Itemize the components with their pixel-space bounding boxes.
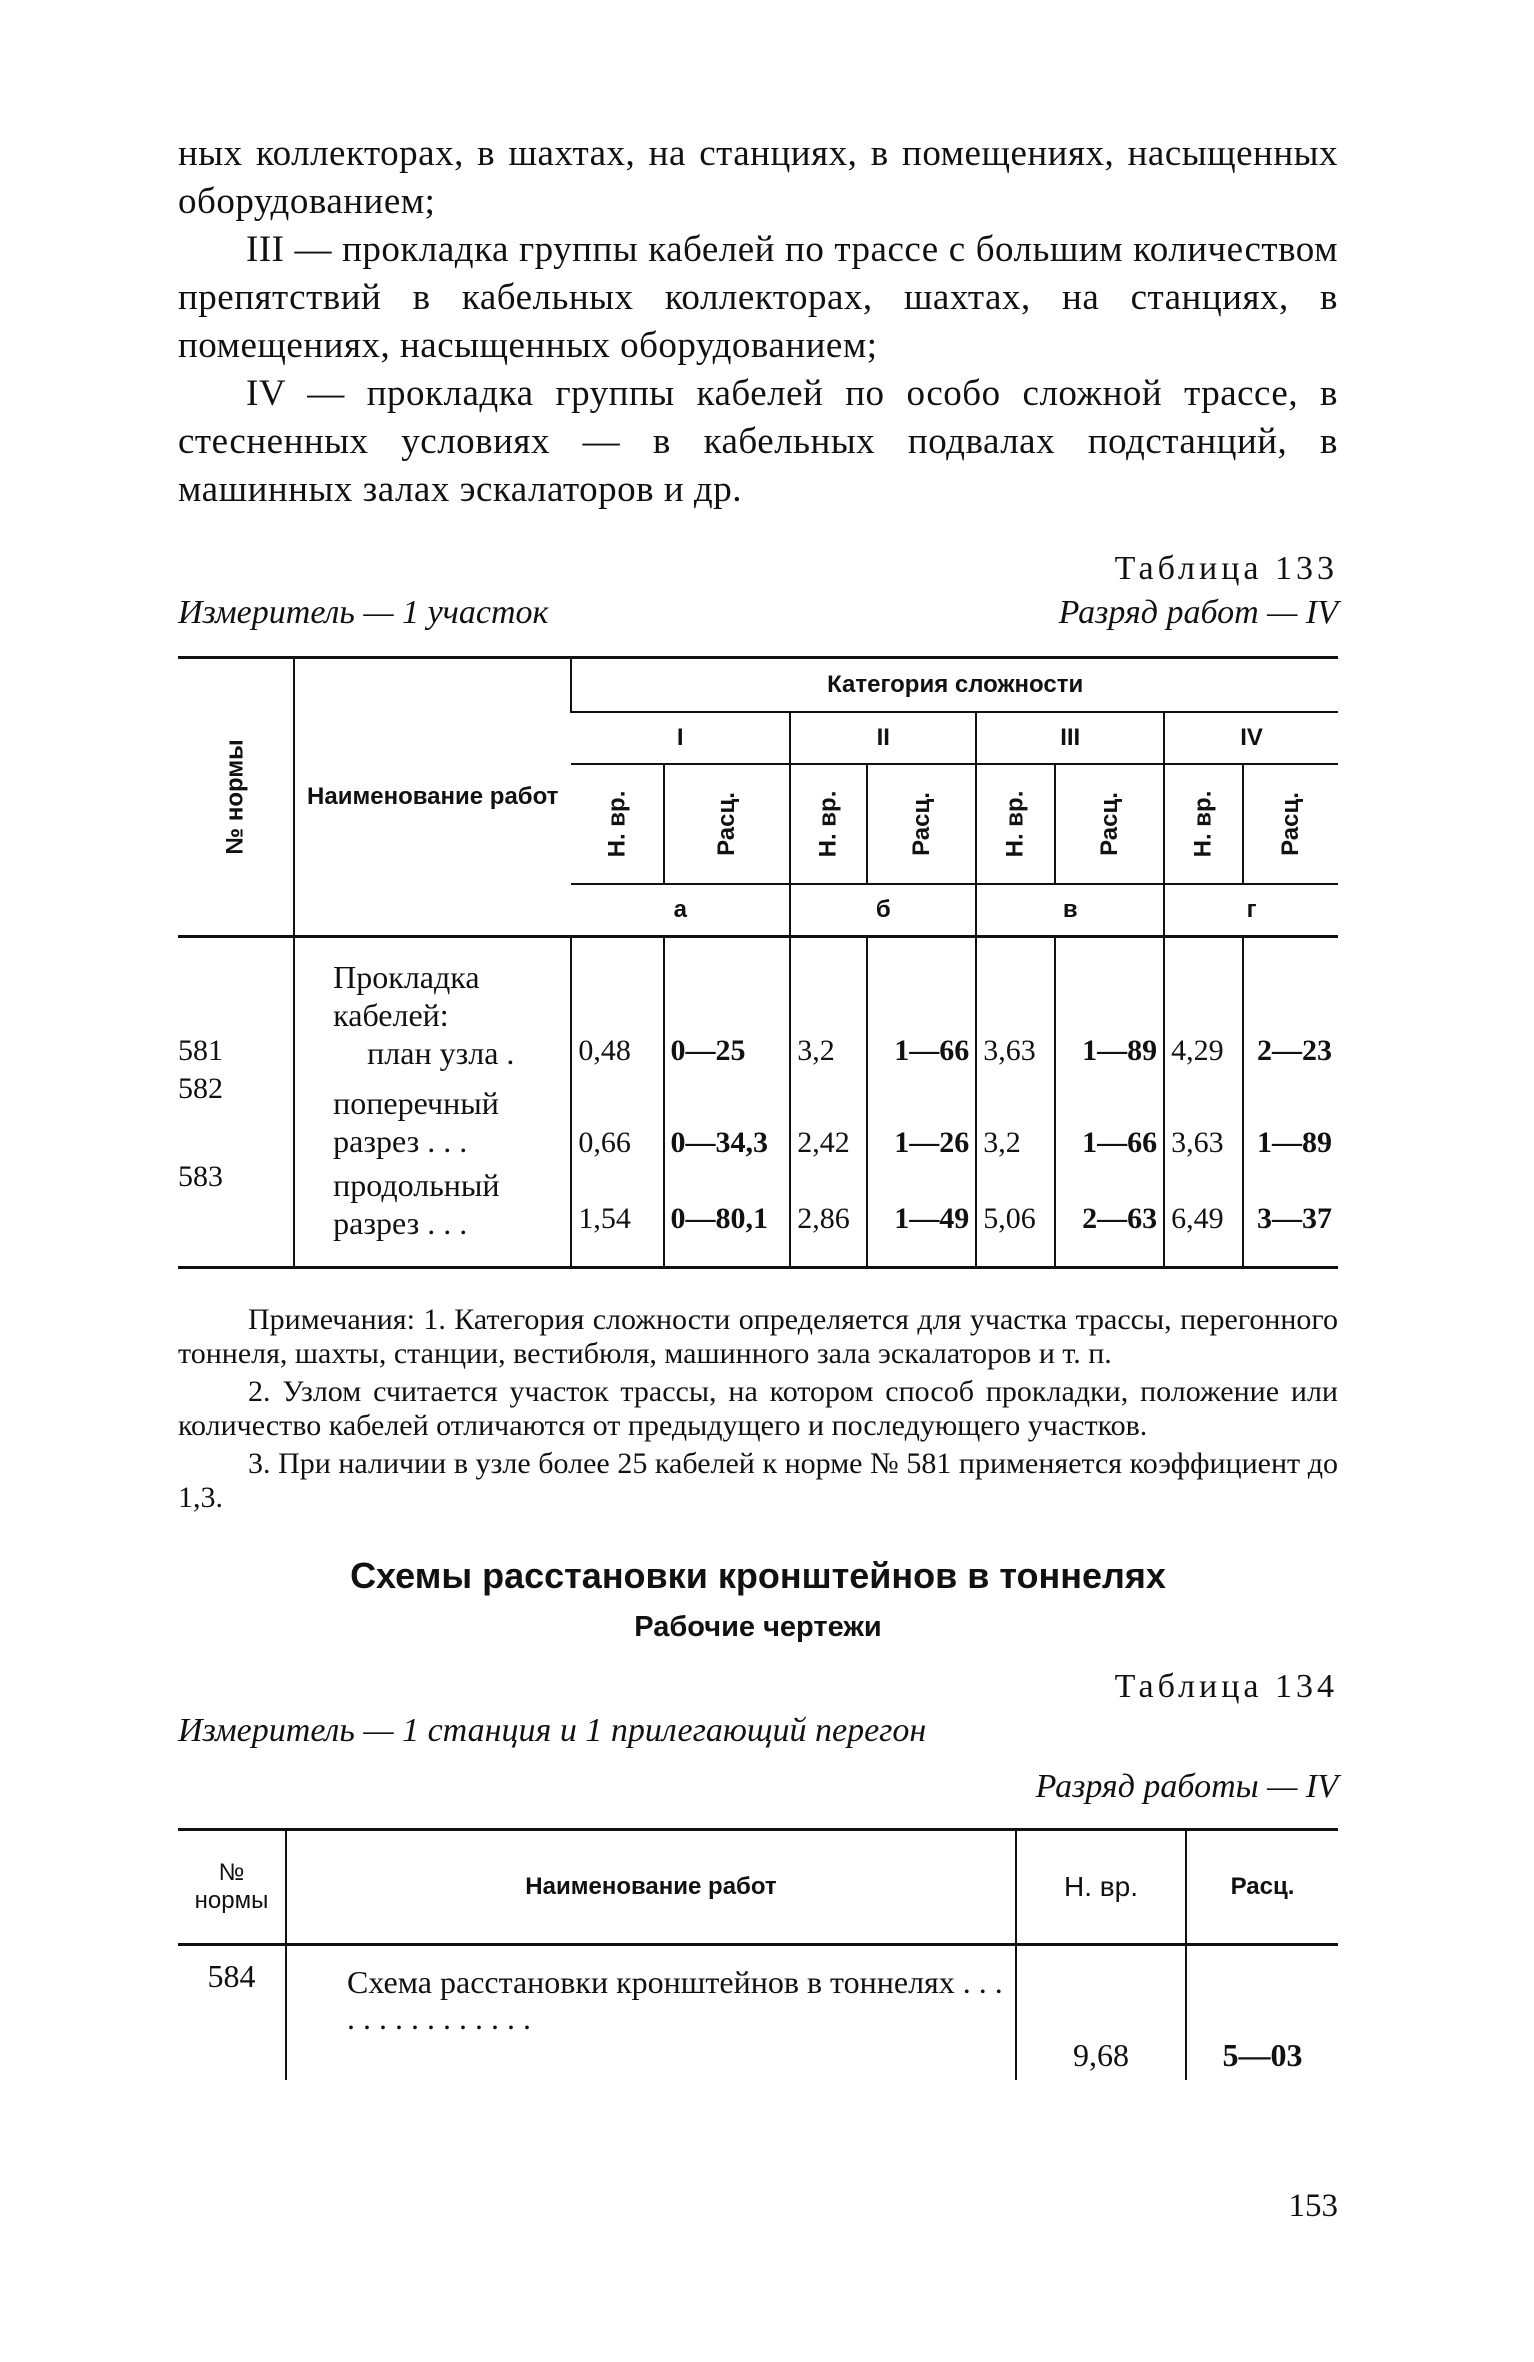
cell: 1—66 — [867, 1034, 976, 1072]
cell: 5,06 — [976, 1160, 1055, 1268]
cell: 1—26 — [867, 1072, 976, 1160]
work-name: поперечный разрез . . . — [294, 1072, 571, 1160]
cell: 2,42 — [790, 1072, 867, 1160]
header-cat-1: I — [571, 712, 790, 764]
header-letter-b: б — [790, 884, 976, 937]
cell: 3,2 — [790, 1034, 867, 1072]
cell: 1—89 — [1055, 1034, 1164, 1072]
note-3: 3. При наличии в узле более 25 кабелей к норме № 581 применяется коэффициент до 1,3. — [178, 1447, 1338, 1514]
cell: 0,48 — [571, 1034, 663, 1072]
table-133-meter: Измеритель — 1 участок — [178, 594, 549, 631]
work-name: Схема расстановки кронштейнов в тоннелях . . . . . . . . . . . . . . . — [286, 1945, 1016, 2081]
norm-number: 582 — [178, 1072, 223, 1105]
header-letter-v: в — [976, 884, 1164, 937]
cell: 0—34,3 — [664, 1072, 791, 1160]
header-norm-number: № нормы — [221, 739, 249, 855]
cell: 3,2 — [976, 1072, 1055, 1160]
table-133 — [178, 656, 1338, 1269]
cell-rasc: 5—03 — [1186, 1945, 1338, 2081]
header-work-name: Наименование работ — [286, 1830, 1016, 1945]
cell: 1—49 — [867, 1160, 976, 1268]
cell: 0,66 — [571, 1072, 663, 1160]
header-cat-4: IV — [1164, 712, 1338, 764]
header-rasc: Расц. — [1186, 1830, 1338, 1945]
intro-paragraph-2: III — прокладка группы кабелей по трассе с большим количеством препятствий в кабельных коллекторах, шахтах, на станциях, в помещениях, насыщенных оборудованием; — [178, 229, 1338, 366]
group-label: Прокладка кабелей: — [294, 937, 571, 1035]
cell-nvr: 9,68 — [1016, 1945, 1186, 2081]
header-nvr: Н. вр. — [1164, 764, 1243, 884]
norm-number: 584 — [207, 1958, 256, 1994]
cell: 2—63 — [1055, 1160, 1164, 1268]
note-1: Примечания: 1. Категория сложности определяется для участка трассы, перегонного тоннеля, шахты, станции, вестибюля, машинного зала эскалаторов и т. п. — [178, 1303, 1338, 1370]
cell: 0—25 — [664, 1034, 791, 1072]
table-134-grade: Разряд работы — IV — [1035, 1768, 1338, 1805]
notes — [178, 1303, 1338, 1515]
section-subtitle: Рабочие чертежи — [634, 1611, 882, 1643]
cell: 1—89 — [1243, 1072, 1338, 1160]
header-cat-3: III — [976, 712, 1164, 764]
header-rasc: Расц. — [664, 764, 791, 884]
work-name: план узла . — [294, 1034, 571, 1072]
header-nvr: Н. вр. — [602, 790, 630, 858]
page-number: 153 — [1288, 2188, 1338, 2224]
cell: 1,54 — [571, 1160, 663, 1268]
cell: 2—23 — [1243, 1034, 1338, 1072]
table-row — [178, 1072, 1338, 1160]
header-cat-2: II — [790, 712, 976, 764]
header-nvr: Н. вр. — [790, 764, 867, 884]
header-letter-g: г — [1164, 884, 1338, 937]
cell: 3,63 — [976, 1034, 1055, 1072]
table-row — [178, 1034, 1338, 1072]
table-133-title: Таблица 133 — [1114, 550, 1338, 587]
header-nvr: Н. вр. — [1016, 1830, 1186, 1945]
cell: 2,86 — [790, 1160, 867, 1268]
page-content — [178, 130, 1338, 2080]
header-rasc: Расц. — [1055, 764, 1164, 884]
section-title: Схемы расстановки кронштейнов в тоннелях — [350, 1555, 1166, 1596]
cell: 0—80,1 — [664, 1160, 791, 1268]
cell: 6,49 — [1164, 1160, 1243, 1268]
cell: 1—66 — [1055, 1072, 1164, 1160]
intro-paragraph-1: ных коллекторах, в шахтах, на станциях, в помещениях, насыщенных оборудованием; — [178, 133, 1338, 222]
norm-number: 581 — [178, 1034, 223, 1067]
header-nvr: Н. вр. — [976, 764, 1055, 884]
intro-paragraph-3: IV — прокладка группы кабелей по особо сложной трассе, в стесненных условиях — в кабельных подвалах подстанций, в машинных залах эскалаторов и др. — [178, 373, 1338, 510]
note-2: 2. Узлом считается участок трассы, на котором способ прокладки, положение или количество кабелей отличаются от предыдущего и последующего участков. — [178, 1375, 1338, 1442]
header-rasc: Расц. — [1243, 764, 1338, 884]
table-134-meter: Измеритель — 1 станция и 1 прилегающий перегон — [178, 1712, 927, 1749]
table-133-grade: Разряд работ — IV — [1058, 594, 1338, 631]
table-row-group — [178, 937, 1338, 1035]
table-row — [178, 1945, 1338, 2081]
table-134-title: Таблица 134 — [1114, 1668, 1338, 1705]
work-name: продольный разрез . . . — [294, 1160, 571, 1268]
norm-number: 583 — [178, 1160, 223, 1193]
cell: 3,63 — [1164, 1072, 1243, 1160]
header-norm-number: № нормы — [178, 1830, 286, 1945]
header-rasc: Расц. — [867, 764, 976, 884]
header-category: Категория сложности — [571, 658, 1338, 713]
cell: 3—37 — [1243, 1160, 1338, 1268]
header-work-name: Наименование работ — [294, 658, 571, 937]
table-134 — [178, 1828, 1338, 2080]
header-letter-a: а — [571, 884, 790, 937]
table-row — [178, 1160, 1338, 1268]
table-133-caption — [178, 594, 1338, 632]
cell: 4,29 — [1164, 1034, 1243, 1072]
